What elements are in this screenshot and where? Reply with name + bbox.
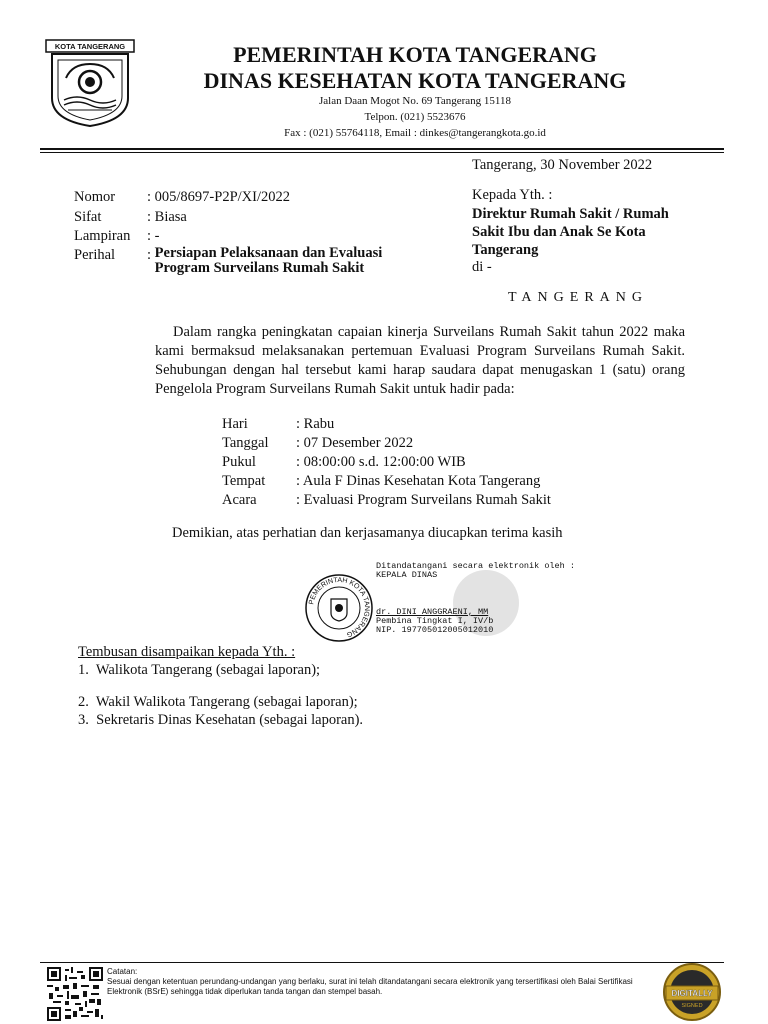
field-label-perihal: Perihal <box>74 247 116 263</box>
signature-nip: NIP. 197705012005012010 <box>376 625 494 635</box>
detail-value-tempat: : Aula F Dinas Kesehatan Kota Tangerang <box>296 473 541 489</box>
footer-note-title: Catatan: <box>107 967 138 976</box>
detail-label-tanggal: Tanggal <box>222 435 269 451</box>
header-fax-email: Fax : (021) 55764118, Email : dinkes@tangerangkota.go.id <box>284 127 546 139</box>
detail-label-tempat: Tempat <box>222 473 266 489</box>
detail-value-tanggal: : 07 Desember 2022 <box>296 435 414 451</box>
signature-name: dr. DINI ANGGRAENI, MM <box>376 607 489 617</box>
field-value-nomor: : 005/8697-P2P/XI/2022 <box>147 189 290 205</box>
field-value-sifat: : Biasa <box>147 209 187 225</box>
detail-label-pukul: Pukul <box>222 454 256 470</box>
header-phone: Telpon. (021) 5523676 <box>364 111 466 123</box>
header-address: Jalan Daan Mogot No. 69 Tangerang 15118 <box>319 95 511 107</box>
cc-title: Tembusan disampaikan kepada Yth. : <box>78 644 296 660</box>
detail-value-acara: : Evaluasi Program Surveilans Rumah Sakit <box>296 492 551 508</box>
field-value-perihal <box>147 246 447 276</box>
signature-position: KEPALA DINAS <box>376 570 438 580</box>
svg-text:KOTA TANGERANG: KOTA TANGERANG <box>54 42 126 51</box>
header-title-government: PEMERINTAH KOTA TANGERANG <box>233 42 597 67</box>
svg-text:SIGNED: SIGNED <box>681 1003 703 1009</box>
detail-label-acara: Acara <box>222 492 257 508</box>
recipient-greeting: Kepada Yth. : <box>472 187 553 203</box>
field-label-sifat: Sifat <box>74 209 102 225</box>
signature-signed-by-label: Ditandatangani secara elektronik oleh : <box>376 561 575 571</box>
detail-label-hari: Hari <box>222 416 248 432</box>
stamp-text: PEMERINTAH KOTA TANGERANG <box>308 576 371 638</box>
cc-item: 2. Wakil Walikota Tangerang (sebagai laporan); <box>78 694 358 710</box>
field-label-nomor: Nomor <box>74 189 116 205</box>
letter-body-paragraph: Dalam rangka peningkatan capaian kinerja Surveilans Rumah Sakit tahun 2022 maka kami bermaksud melaksanakan pertemuan Evaluasi Program Surveilans Rumah Sakit. Sehubungan dengan hal tersebut kami harap saudara dapat menugaskan 1 (satu) orang Pengelola Program Surveilans Rumah Sakit untuk hadir pada: <box>155 324 685 397</box>
cc-item: 3. Sekretaris Dinas Kesehatan (sebagai laporan). <box>78 712 364 728</box>
field-prefix-perihal: : <box>147 247 155 263</box>
letter-place-date: Tangerang, 30 November 2022 <box>472 157 653 173</box>
field-label-lampiran: Lampiran <box>74 228 131 244</box>
field-subject-text: Persiapan Pelaksanaan dan Evaluasi Program Surveilans Rumah Sakit <box>154 245 383 276</box>
header-title-agency: DINAS KESEHATAN KOTA TANGERANG <box>203 68 627 93</box>
cc-item: 1. Walikota Tangerang (sebagai laporan); <box>78 662 321 678</box>
detail-value-pukul: : 08:00:00 s.d. 12:00:00 WIB <box>296 454 466 470</box>
detail-value-hari: : Rabu <box>296 416 335 432</box>
footer-rule <box>40 962 724 963</box>
signature-rank: Pembina Tingkat I, IV/b <box>376 616 494 626</box>
digitally-signed-badge <box>662 962 722 1022</box>
footer-note-text: Sesuai dengan ketentuan perundang-undangan yang berlaku, surat ini telah ditandatangani secara elektronik yang tersertifikasi oleh Balai Sertifikasi Elektronik (BSrE) sehingga tidak diperlukan tanda tangan dan stempel basah. <box>107 977 633 996</box>
header-rule-thin <box>40 152 724 153</box>
qr-code[interactable] <box>47 967 103 1021</box>
header-rule-thick <box>40 148 724 150</box>
letter-closing: Demikian, atas perhatian dan kerjasamanya diucapkan terima kasih <box>172 525 563 541</box>
badge-text: DIGITALLY <box>671 989 713 998</box>
city-emblem-logo <box>44 38 136 128</box>
recipient-di: di - <box>472 259 492 275</box>
field-value-lampiran: : - <box>147 228 160 244</box>
recipient-city: TANGERANG <box>508 290 648 305</box>
recipient-name: Direktur Rumah Sakit / Rumah Sakit Ibu dan Anak Se Kota Tangerang <box>472 206 669 258</box>
official-stamp <box>304 573 374 643</box>
